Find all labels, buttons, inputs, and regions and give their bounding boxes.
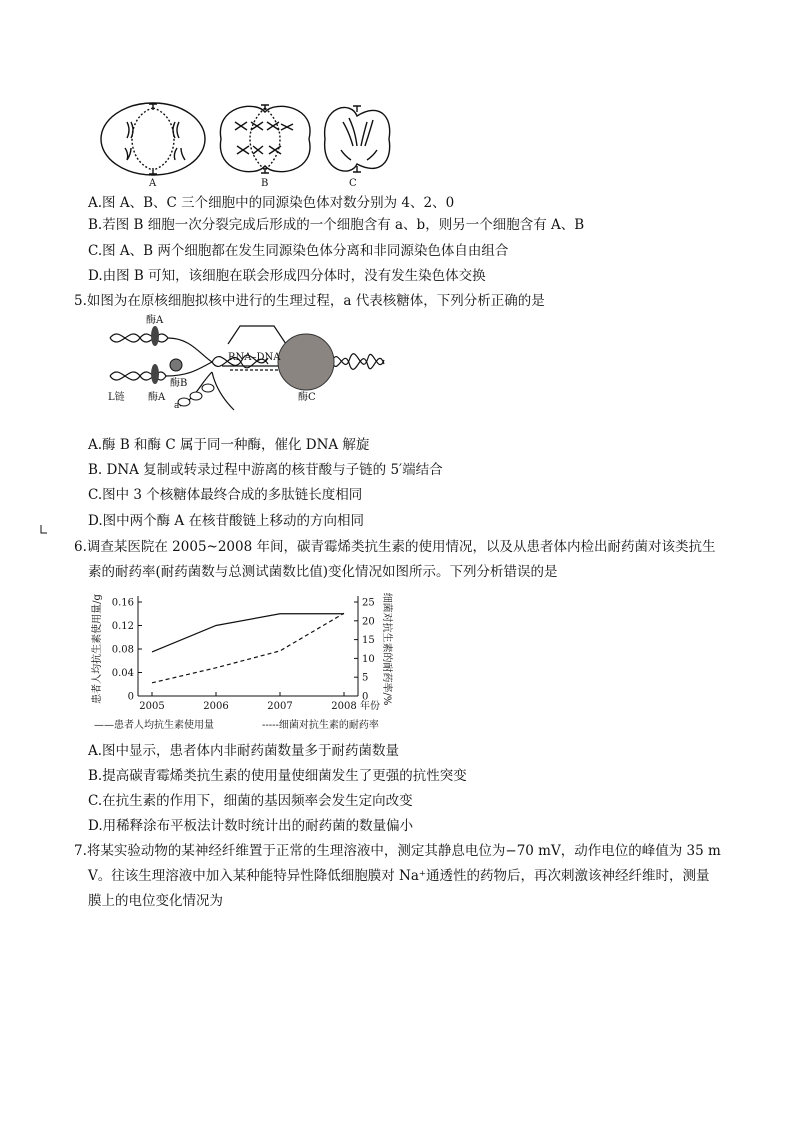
x-tick-label: 2008 bbox=[331, 701, 357, 712]
x-tick-label: 2005 bbox=[139, 701, 165, 712]
enzyme-b bbox=[170, 359, 182, 371]
right-tick-label: 10 bbox=[362, 653, 375, 665]
enzyme-a-bottom bbox=[151, 364, 159, 384]
legend-solid: ——患者人均抗生素使用量 bbox=[94, 720, 214, 731]
q6-chart bbox=[88, 588, 418, 736]
q5-option-c: C.图中 3 个核糖体最终合成的多肽链长度相同 bbox=[88, 487, 363, 503]
ribosome bbox=[190, 392, 202, 400]
label-rna-dna: RNA–DNA bbox=[228, 352, 281, 363]
enzyme-a-top bbox=[151, 326, 159, 346]
q6-option-a: A.图中显示，患者体内非耐药菌数量多于耐药菌数量 bbox=[88, 743, 400, 759]
cell-c-label: C bbox=[349, 178, 357, 188]
x-tick-label: 2007 bbox=[267, 701, 293, 712]
label-l-chain: L链 bbox=[108, 392, 125, 403]
q4-option-d: D.由图 B 可知，该细胞在联会形成四分体时，没有发生染色体交换 bbox=[88, 268, 486, 284]
cell-a bbox=[101, 103, 205, 175]
q5-option-d: D.图中两个酶 A 在核苷酸链上移动的方向相同 bbox=[88, 513, 364, 529]
label-enzyme-a-top: 酶A bbox=[146, 315, 164, 326]
cell-c bbox=[325, 106, 390, 172]
q7-line2: V。往该生理溶液中加入某种能特异性降低细胞膜对 Na⁺通透性的药物后，再次刺激该神经纤维时，测量 bbox=[88, 868, 710, 884]
label-ribosome: a bbox=[174, 401, 180, 411]
right-tick-label: 5 bbox=[362, 672, 369, 684]
left-axis-title: 患者人均抗生素使用量/g bbox=[92, 594, 103, 704]
ribosome bbox=[178, 398, 190, 406]
right-axis-title: 细菌对抗生素的耐药率/% bbox=[381, 592, 392, 706]
q6-option-d: D.用稀释涂布平板法计数时统计出的耐药菌的数量偏小 bbox=[88, 818, 414, 834]
legend-dashed: -----细菌对抗生素的耐药率 bbox=[262, 720, 379, 731]
q5-stem: 5.如图为在原核细胞拟核中进行的生理过程，a 代表核糖体，下列分析正确的是 bbox=[74, 293, 545, 309]
q4-cell-figure bbox=[95, 96, 395, 188]
right-tick-label: 20 bbox=[362, 616, 375, 628]
left-tick-label: 0.08 bbox=[111, 644, 134, 656]
q6-option-b: B.提高碳青霉烯类抗生素的使用量使细菌发生了更强的抗性突变 bbox=[88, 768, 467, 784]
cell-b-label: B bbox=[261, 178, 269, 188]
q5-option-b: B. DNA 复制或转录过程中游离的核苷酸与子链的 5′端结合 bbox=[88, 462, 443, 478]
x-tick-label: 2006 bbox=[203, 701, 229, 712]
left-tick-label: 0 bbox=[127, 691, 134, 703]
series-resistance-line bbox=[152, 613, 344, 683]
cell-a-label: A bbox=[149, 178, 157, 188]
label-enzyme-a-bottom: 酶A bbox=[148, 392, 166, 403]
q7-line3: 膜上的电位变化情况为 bbox=[88, 893, 223, 909]
q6-option-c: C.在抗生素的作用下，细菌的基因频率会发生定向改变 bbox=[88, 793, 413, 809]
label-enzyme-c: 酶C bbox=[298, 392, 316, 403]
x-axis-label: 年份 bbox=[360, 701, 380, 712]
q4-option-a: A.图 A、B、C 三个细胞中的同源染色体对数分别为 4、2、0 bbox=[88, 195, 455, 211]
q5-option-a: A.酶 B 和酶 C 属于同一种酶，催化 DNA 解旋 bbox=[88, 437, 370, 453]
ribosome bbox=[202, 384, 214, 392]
margin-mark bbox=[40, 524, 48, 534]
q6-stem-line1: 6.调查某医院在 2005~2008 年间，碳青霉烯类抗生素的使用情况，以及从患者体内检出耐药菌对该类抗生 bbox=[74, 539, 716, 555]
left-tick-label: 0.16 bbox=[111, 597, 134, 609]
left-tick-label: 0.12 bbox=[111, 621, 134, 632]
cell-b bbox=[220, 105, 310, 173]
series-usage-line bbox=[152, 614, 344, 652]
label-enzyme-b: 酶B bbox=[170, 378, 188, 389]
right-tick-label: 15 bbox=[362, 635, 375, 647]
enzyme-c bbox=[278, 334, 334, 390]
q4-option-b: B.若图 B 细胞一次分裂完成后形成的一个细胞含有 a、b，则另一个细胞含有 A、B bbox=[88, 217, 585, 233]
q4-option-c: C.图 A、B 两个细胞都在发生同源染色体分离和非同源染色体自由组合 bbox=[88, 243, 509, 259]
q7-line1: 7.将某实验动物的某神经纤维置于正常的生理溶液中，测定其静息电位为−70 mV，动作电位的峰值为 35 m bbox=[74, 843, 721, 859]
left-tick-label: 0.04 bbox=[111, 668, 134, 679]
right-tick-label: 0 bbox=[362, 691, 369, 703]
q6-stem-line2: 素的耐药率(耐药菌数与总测试菌数比值)变化情况如图所示。下列分析错误的是 bbox=[88, 564, 558, 580]
q5-replication-figure bbox=[100, 314, 390, 414]
right-tick-label: 25 bbox=[362, 597, 375, 609]
